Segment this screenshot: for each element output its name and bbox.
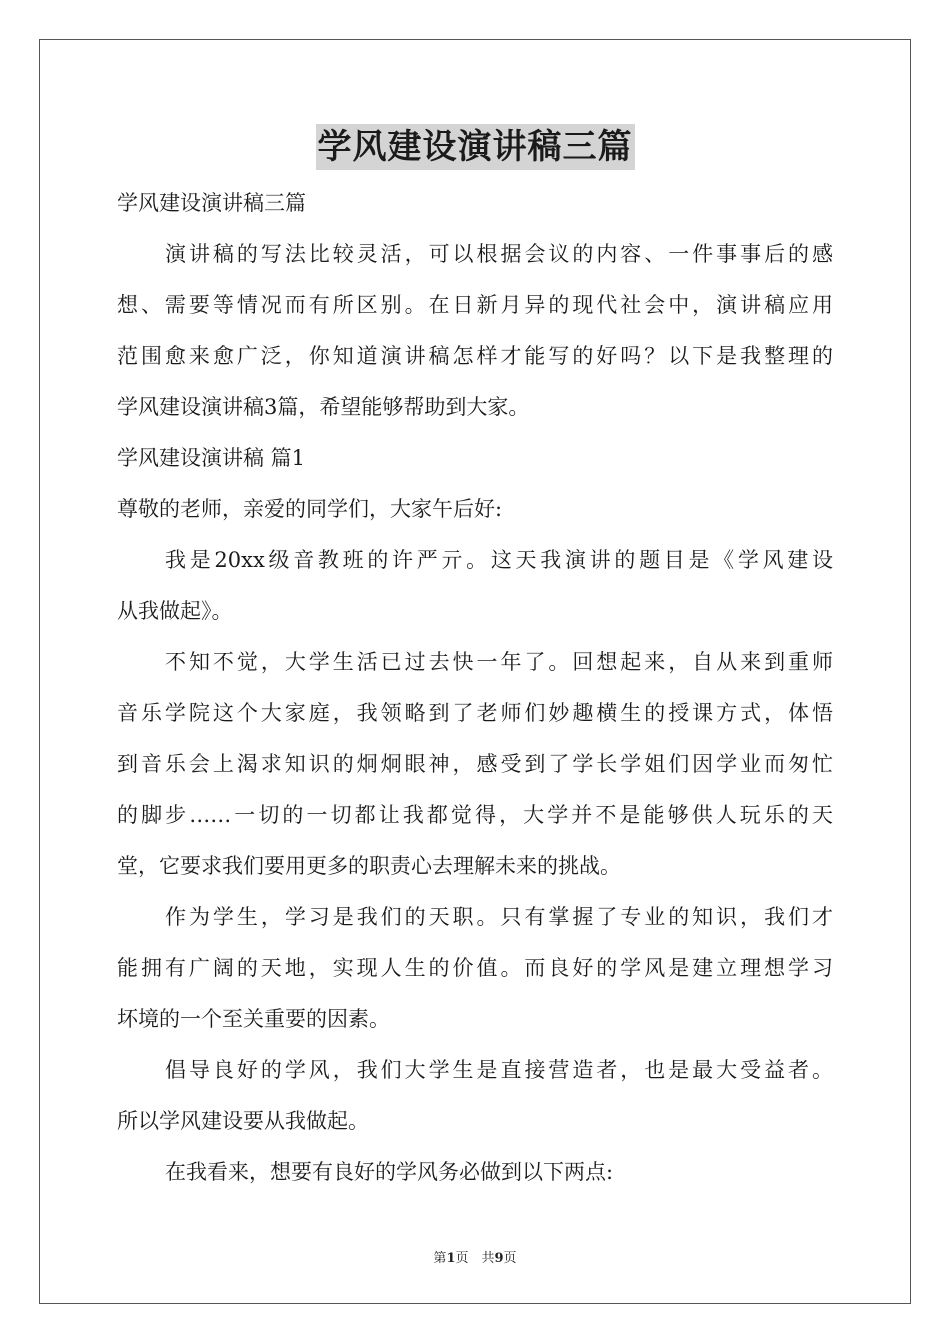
text-line: 倡导良好的学风，我们大学生是直接营造者，也是最大受益者。 xyxy=(165,1058,833,1082)
footer-suffix: 页 xyxy=(503,1251,517,1266)
text-line: 坏境的一个至关重要的因素。 xyxy=(117,1007,390,1031)
text-line: 所以学风建设要从我做起。 xyxy=(117,1109,369,1133)
text-line: 演讲稿的写法比较灵活，可以根据会议的内容、一件事事后的感 xyxy=(165,242,833,266)
footer-mid: 页 共 xyxy=(455,1251,495,1266)
text-line: 在我看来，想要有良好的学风务必做到以下两点: xyxy=(165,1160,614,1184)
document-body xyxy=(117,178,833,1198)
text-line: 学风建设演讲稿三篇 xyxy=(117,191,306,215)
footer-total-pages: 9 xyxy=(494,1251,504,1266)
footer-current-page: 1 xyxy=(446,1251,456,1266)
text-line: 学风建设演讲稿3篇，希望能够帮助到大家。 xyxy=(117,395,530,419)
text-line: 从我做起》。 xyxy=(117,599,233,623)
text-line: 我是20xx级音教班的许严亓。这天我演讲的题目是《学风建设 xyxy=(165,548,833,572)
document-title: 学风建设演讲稿三篇 xyxy=(316,124,635,170)
text-line: 堂，它要求我们要用更多的职责心去理解未来的挑战。 xyxy=(117,854,621,878)
text-line: 范围愈来愈广泛，你知道演讲稿怎样才能写的好吗？以下是我整理的 xyxy=(117,344,833,368)
text-line: 的脚步……一切的一切都让我都觉得，大学并不是能够供人玩乐的天 xyxy=(117,803,833,827)
text-line: 尊敬的老师，亲爱的同学们，大家午后好: xyxy=(117,497,503,521)
text-line: 能拥有广阔的天地，实现人生的价值。而良好的学风是建立理想学习 xyxy=(117,956,833,980)
title-container xyxy=(0,124,950,170)
text-line: 想、需要等情况而有所区别。在日新月异的现代社会中，演讲稿应用 xyxy=(117,293,833,317)
footer-prefix: 第 xyxy=(433,1251,447,1266)
text-line: 音乐学院这个大家庭，我领略到了老师们妙趣横生的授课方式，体悟 xyxy=(117,701,833,725)
text-line: 到音乐会上渴求知识的炯炯眼神，感受到了学长学姐们因学业而匆忙 xyxy=(117,752,833,776)
text-line: 学风建设演讲稿 篇1 xyxy=(117,446,306,470)
text-line: 不知不觉，大学生活已过去快一年了。回想起来，自从来到重师 xyxy=(165,650,833,674)
page-footer xyxy=(0,1247,950,1266)
text-line: 作为学生，学习是我们的天职。只有掌握了专业的知识，我们才 xyxy=(165,905,833,929)
